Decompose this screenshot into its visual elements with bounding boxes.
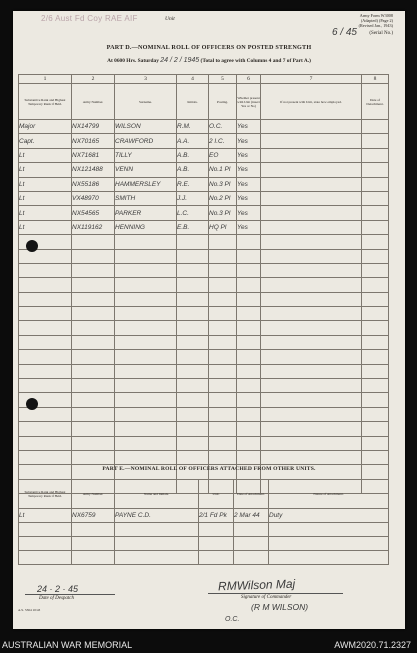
table-cell	[209, 292, 237, 306]
table-row	[19, 307, 389, 321]
table-cell: NX119162	[72, 220, 115, 234]
part-e-body	[19, 509, 389, 565]
table-cell: HAMMERSLEY	[115, 177, 177, 191]
table-cell: Yes	[237, 220, 261, 234]
table-row	[19, 120, 389, 134]
header-employed: If not present with Unit, state how employed.	[261, 84, 362, 120]
table-cell	[177, 364, 209, 378]
table-cell	[115, 321, 177, 335]
table-cell: NX55186	[72, 177, 115, 191]
table-cell: SMITH	[115, 191, 177, 205]
table-cell: HQ Pl	[209, 220, 237, 234]
table-cell	[72, 292, 115, 306]
signature-title: O.C.	[225, 616, 240, 623]
table-cell	[115, 393, 177, 407]
table-cell	[115, 436, 177, 450]
table-cell	[19, 278, 72, 292]
table-cell	[261, 177, 362, 191]
table-cell	[72, 436, 115, 450]
table-cell: Lt	[19, 509, 72, 523]
header-army-number: Army Number.	[72, 84, 115, 120]
table-row	[19, 263, 389, 277]
table-cell	[362, 263, 389, 277]
punch-hole	[26, 398, 38, 410]
table-cell	[261, 278, 362, 292]
table-cell	[19, 292, 72, 306]
table-cell	[19, 321, 72, 335]
table-cell	[362, 335, 389, 349]
table-cell: Lt	[19, 206, 72, 220]
table-cell	[72, 407, 115, 421]
table-cell	[261, 235, 362, 249]
table-cell: PAYNE C.D.	[115, 509, 199, 523]
table-cell: Capt.	[19, 134, 72, 148]
table-cell	[362, 278, 389, 292]
table-cell	[209, 263, 237, 277]
table-cell	[237, 379, 261, 393]
table-cell	[115, 350, 177, 364]
table-cell: No.3 Pl	[209, 177, 237, 191]
table-cell	[72, 263, 115, 277]
table-cell	[261, 321, 362, 335]
table-cell	[237, 263, 261, 277]
table-row	[19, 335, 389, 349]
table-cell	[115, 523, 199, 537]
table-cell	[19, 379, 72, 393]
header-name: Name and Initials.	[115, 480, 199, 509]
table-cell	[237, 350, 261, 364]
table-cell	[177, 321, 209, 335]
print-code: A.S. 5364 10/43	[18, 608, 41, 612]
date-value: 24 / 2 / 1945	[160, 57, 200, 64]
table-cell	[261, 249, 362, 263]
table-cell	[261, 393, 362, 407]
header-rank: Substantive Rank and Highest Temporary Rank if Held.	[19, 480, 72, 509]
table-cell	[261, 335, 362, 349]
table-cell	[237, 278, 261, 292]
header-attachment-date: Date of Attachment.	[234, 480, 269, 509]
table-cell	[261, 379, 362, 393]
table-cell	[261, 364, 362, 378]
table-cell	[72, 235, 115, 249]
table-cell	[269, 551, 389, 565]
part-e-table	[18, 479, 389, 565]
unit-stamp: 2/6 Aust Fd Coy RAE AIF	[41, 14, 138, 23]
table-cell	[19, 551, 72, 565]
table-cell: Duty	[269, 509, 389, 523]
table-cell	[261, 422, 362, 436]
table-cell	[362, 364, 389, 378]
col-num: 7	[261, 75, 362, 84]
table-cell	[177, 335, 209, 349]
header-army-number: Army Number.	[72, 480, 115, 509]
table-cell	[209, 321, 237, 335]
table-cell: No.3 Pl	[209, 206, 237, 220]
table-cell	[209, 436, 237, 450]
table-cell	[237, 335, 261, 349]
table-cell	[177, 235, 209, 249]
table-cell	[72, 335, 115, 349]
table-cell: VX48970	[72, 191, 115, 205]
table-cell	[72, 364, 115, 378]
table-cell	[237, 393, 261, 407]
punch-hole	[26, 240, 38, 252]
table-cell	[261, 263, 362, 277]
table-row	[19, 249, 389, 263]
table-cell	[261, 120, 362, 134]
part-e-header-row	[19, 480, 389, 509]
table-cell	[177, 249, 209, 263]
table-cell: L.C.	[177, 206, 209, 220]
table-cell	[19, 263, 72, 277]
table-cell	[72, 321, 115, 335]
table-cell	[362, 292, 389, 306]
table-row	[19, 163, 389, 177]
table-cell	[261, 292, 362, 306]
table-cell: EO	[209, 148, 237, 162]
table-cell	[362, 249, 389, 263]
table-cell	[362, 220, 389, 234]
part-d-body	[19, 120, 389, 494]
despatch-rule	[25, 594, 115, 595]
table-cell	[19, 350, 72, 364]
table-cell	[19, 436, 72, 450]
table-cell: Yes	[237, 206, 261, 220]
table-cell	[237, 364, 261, 378]
table-cell	[115, 379, 177, 393]
table-cell	[177, 379, 209, 393]
table-cell	[72, 249, 115, 263]
table-cell: Yes	[237, 134, 261, 148]
table-cell	[261, 191, 362, 205]
header-rank: Substantive Rank and Highest Temporary Rank if Held.	[19, 84, 72, 120]
form-id	[359, 13, 393, 28]
table-cell	[362, 235, 389, 249]
table-cell	[115, 278, 177, 292]
table-cell	[19, 364, 72, 378]
table-cell: TILLY	[115, 148, 177, 162]
table-cell	[177, 307, 209, 321]
table-cell	[115, 551, 199, 565]
table-row	[19, 350, 389, 364]
table-cell	[362, 191, 389, 205]
table-cell	[261, 407, 362, 421]
table-cell	[72, 422, 115, 436]
table-cell	[177, 263, 209, 277]
col-num: 6	[237, 75, 261, 84]
table-cell	[362, 436, 389, 450]
table-cell	[72, 393, 115, 407]
table-cell	[362, 307, 389, 321]
table-cell	[177, 393, 209, 407]
table-cell	[362, 422, 389, 436]
table-cell: NX54565	[72, 206, 115, 220]
table-cell	[237, 235, 261, 249]
table-row	[19, 523, 389, 537]
table-row	[19, 450, 389, 464]
table-cell	[72, 379, 115, 393]
table-row	[19, 537, 389, 551]
table-cell	[234, 523, 269, 537]
table-cell	[19, 307, 72, 321]
table-cell	[115, 249, 177, 263]
table-cell	[19, 523, 72, 537]
table-cell	[72, 350, 115, 364]
col-num: 4	[177, 75, 209, 84]
table-cell: HENNING	[115, 220, 177, 234]
table-cell	[72, 278, 115, 292]
table-cell	[234, 551, 269, 565]
table-row	[19, 407, 389, 421]
table-row	[19, 148, 389, 162]
table-cell	[115, 235, 177, 249]
form-adapted: (Adapted) (Page 2)	[360, 18, 393, 23]
table-cell	[237, 307, 261, 321]
table-row	[19, 422, 389, 436]
table-cell	[362, 120, 389, 134]
table-cell: A.A.	[177, 134, 209, 148]
table-cell	[237, 450, 261, 464]
col-num: 5	[209, 75, 237, 84]
table-cell: R.M.	[177, 120, 209, 134]
table-cell	[362, 350, 389, 364]
date-prefix: At 0600 Hrs. Saturday	[107, 58, 159, 64]
table-cell	[209, 393, 237, 407]
table-cell: E.B.	[177, 220, 209, 234]
header-nature: Nature of Attachment.	[269, 480, 389, 509]
table-cell	[269, 537, 389, 551]
table-cell	[362, 407, 389, 421]
table-cell	[209, 335, 237, 349]
table-cell: Yes	[237, 163, 261, 177]
table-cell: O.C.	[209, 120, 237, 134]
table-row	[19, 321, 389, 335]
table-cell: NX71681	[72, 148, 115, 162]
table-cell: 2/1 Fd Pk	[199, 509, 234, 523]
col-num: 8	[362, 75, 389, 84]
table-cell: R.E.	[177, 177, 209, 191]
table-cell: NX70165	[72, 134, 115, 148]
table-cell	[177, 278, 209, 292]
table-cell	[261, 148, 362, 162]
table-cell	[19, 422, 72, 436]
table-cell	[261, 350, 362, 364]
table-row	[19, 393, 389, 407]
credit-right: AWM2020.71.2327	[334, 640, 411, 650]
table-cell	[362, 393, 389, 407]
table-cell	[237, 321, 261, 335]
column-number-row	[19, 75, 389, 84]
table-cell	[19, 335, 72, 349]
table-cell	[177, 436, 209, 450]
table-cell	[209, 350, 237, 364]
table-cell	[261, 436, 362, 450]
table-row	[19, 235, 389, 249]
table-row	[19, 278, 389, 292]
table-cell: NX6759	[72, 509, 115, 523]
table-cell: No.2 Pl	[209, 191, 237, 205]
table-cell	[72, 307, 115, 321]
despatch-date: 24 · 2 · 45	[37, 584, 79, 594]
commander-label: Signature of Commander	[241, 595, 292, 600]
table-cell: NX14799	[72, 120, 115, 134]
table-cell	[177, 450, 209, 464]
header-initials: Initials.	[177, 84, 209, 120]
table-cell	[115, 422, 177, 436]
table-cell	[177, 422, 209, 436]
table-cell	[19, 249, 72, 263]
table-cell	[362, 450, 389, 464]
table-row	[19, 436, 389, 450]
table-row	[19, 364, 389, 378]
unit-label: Unit	[165, 16, 175, 22]
table-cell	[209, 450, 237, 464]
table-row	[19, 292, 389, 306]
table-cell	[209, 422, 237, 436]
table-cell: 2 Mar 44	[234, 509, 269, 523]
table-cell	[209, 407, 237, 421]
table-cell: Lt	[19, 148, 72, 162]
table-cell	[209, 278, 237, 292]
col-num: 2	[72, 75, 115, 84]
table-cell	[237, 436, 261, 450]
table-cell	[115, 537, 199, 551]
table-cell	[72, 537, 115, 551]
serial-label: (Serial No.)	[369, 31, 393, 36]
table-cell	[177, 407, 209, 421]
table-cell	[362, 163, 389, 177]
table-cell	[209, 307, 237, 321]
header-present: Whether present with Unit (insert Yes or No)	[237, 84, 261, 120]
credit-left: AUSTRALIAN WAR MEMORIAL	[2, 640, 133, 650]
header-surname: Surname.	[115, 84, 177, 120]
table-cell: CRAWFORD	[115, 134, 177, 148]
table-cell: No.1 Pl	[209, 163, 237, 177]
part-e-title: PART E.—NOMINAL ROLL OF OFFICERS ATTACHED FROM OTHER UNITS.	[102, 466, 316, 472]
table-cell	[177, 350, 209, 364]
form-name: Army Form W3008	[359, 13, 393, 18]
despatch-label: Date of Despatch	[39, 596, 74, 601]
table-cell: Lt	[19, 220, 72, 234]
table-cell	[177, 292, 209, 306]
table-cell: Yes	[237, 177, 261, 191]
table-cell	[209, 249, 237, 263]
table-row	[19, 509, 389, 523]
table-cell	[237, 422, 261, 436]
table-cell	[115, 292, 177, 306]
part-d-date-line	[13, 57, 405, 64]
form-revised: (Revised Jan., 1943)	[358, 23, 393, 28]
table-cell	[209, 364, 237, 378]
signature-rule	[208, 593, 343, 594]
table-cell	[362, 321, 389, 335]
table-row	[19, 379, 389, 393]
table-cell	[115, 407, 177, 421]
part-d-table	[18, 74, 389, 494]
table-cell	[261, 307, 362, 321]
table-cell	[261, 206, 362, 220]
table-cell	[115, 450, 177, 464]
table-cell	[115, 335, 177, 349]
table-cell: Lt	[19, 191, 72, 205]
table-cell	[19, 407, 72, 421]
table-cell	[362, 148, 389, 162]
table-row	[19, 177, 389, 191]
table-cell	[209, 379, 237, 393]
table-cell	[362, 206, 389, 220]
table-row	[19, 191, 389, 205]
header-detachment: Date of Detachment.	[362, 84, 389, 120]
table-cell	[115, 307, 177, 321]
table-cell	[269, 523, 389, 537]
table-cell: PARKER	[115, 206, 177, 220]
table-cell: Yes	[237, 191, 261, 205]
table-cell: Yes	[237, 148, 261, 162]
signature-name: (R M WILSON)	[251, 602, 309, 612]
table-cell	[72, 450, 115, 464]
table-cell	[237, 292, 261, 306]
col-num: 3	[115, 75, 177, 84]
table-cell	[261, 134, 362, 148]
date-suffix: (Total to agree with Columns 4 and 7 of Part A.)	[200, 58, 311, 64]
table-cell	[19, 537, 72, 551]
table-cell	[115, 364, 177, 378]
table-cell: A.B.	[177, 163, 209, 177]
table-cell: Lt	[19, 177, 72, 191]
table-cell: J.J.	[177, 191, 209, 205]
serial-value: 6 / 45	[331, 27, 357, 38]
table-row	[19, 551, 389, 565]
table-cell: Major	[19, 120, 72, 134]
table-cell	[362, 134, 389, 148]
table-cell: Lt	[19, 163, 72, 177]
table-cell: WILSON	[115, 120, 177, 134]
header-unit: Unit.	[199, 480, 234, 509]
table-cell	[261, 163, 362, 177]
table-cell: NX121488	[72, 163, 115, 177]
table-row	[19, 206, 389, 220]
header-row	[19, 84, 389, 120]
form-sheet	[13, 11, 405, 629]
table-cell: VENN	[115, 163, 177, 177]
table-cell: 2 I.C.	[209, 134, 237, 148]
table-cell	[234, 537, 269, 551]
commander-signature: RMWilson Maj	[217, 576, 296, 594]
table-cell	[199, 523, 234, 537]
table-cell	[199, 537, 234, 551]
table-cell	[72, 551, 115, 565]
table-cell	[261, 450, 362, 464]
table-row	[19, 134, 389, 148]
table-cell	[199, 551, 234, 565]
col-num: 1	[19, 75, 72, 84]
table-cell: A.B.	[177, 148, 209, 162]
table-cell	[115, 263, 177, 277]
table-cell	[72, 523, 115, 537]
part-d-title: PART D.—NOMINAL ROLL OF OFFICERS ON POSTED STRENGTH	[106, 44, 312, 51]
table-cell	[261, 220, 362, 234]
table-row	[19, 220, 389, 234]
table-cell	[237, 249, 261, 263]
header-posting: Posting.	[209, 84, 237, 120]
table-cell	[362, 177, 389, 191]
table-cell	[362, 379, 389, 393]
table-cell: Yes	[237, 120, 261, 134]
table-cell	[237, 407, 261, 421]
table-cell	[209, 235, 237, 249]
table-cell	[19, 450, 72, 464]
